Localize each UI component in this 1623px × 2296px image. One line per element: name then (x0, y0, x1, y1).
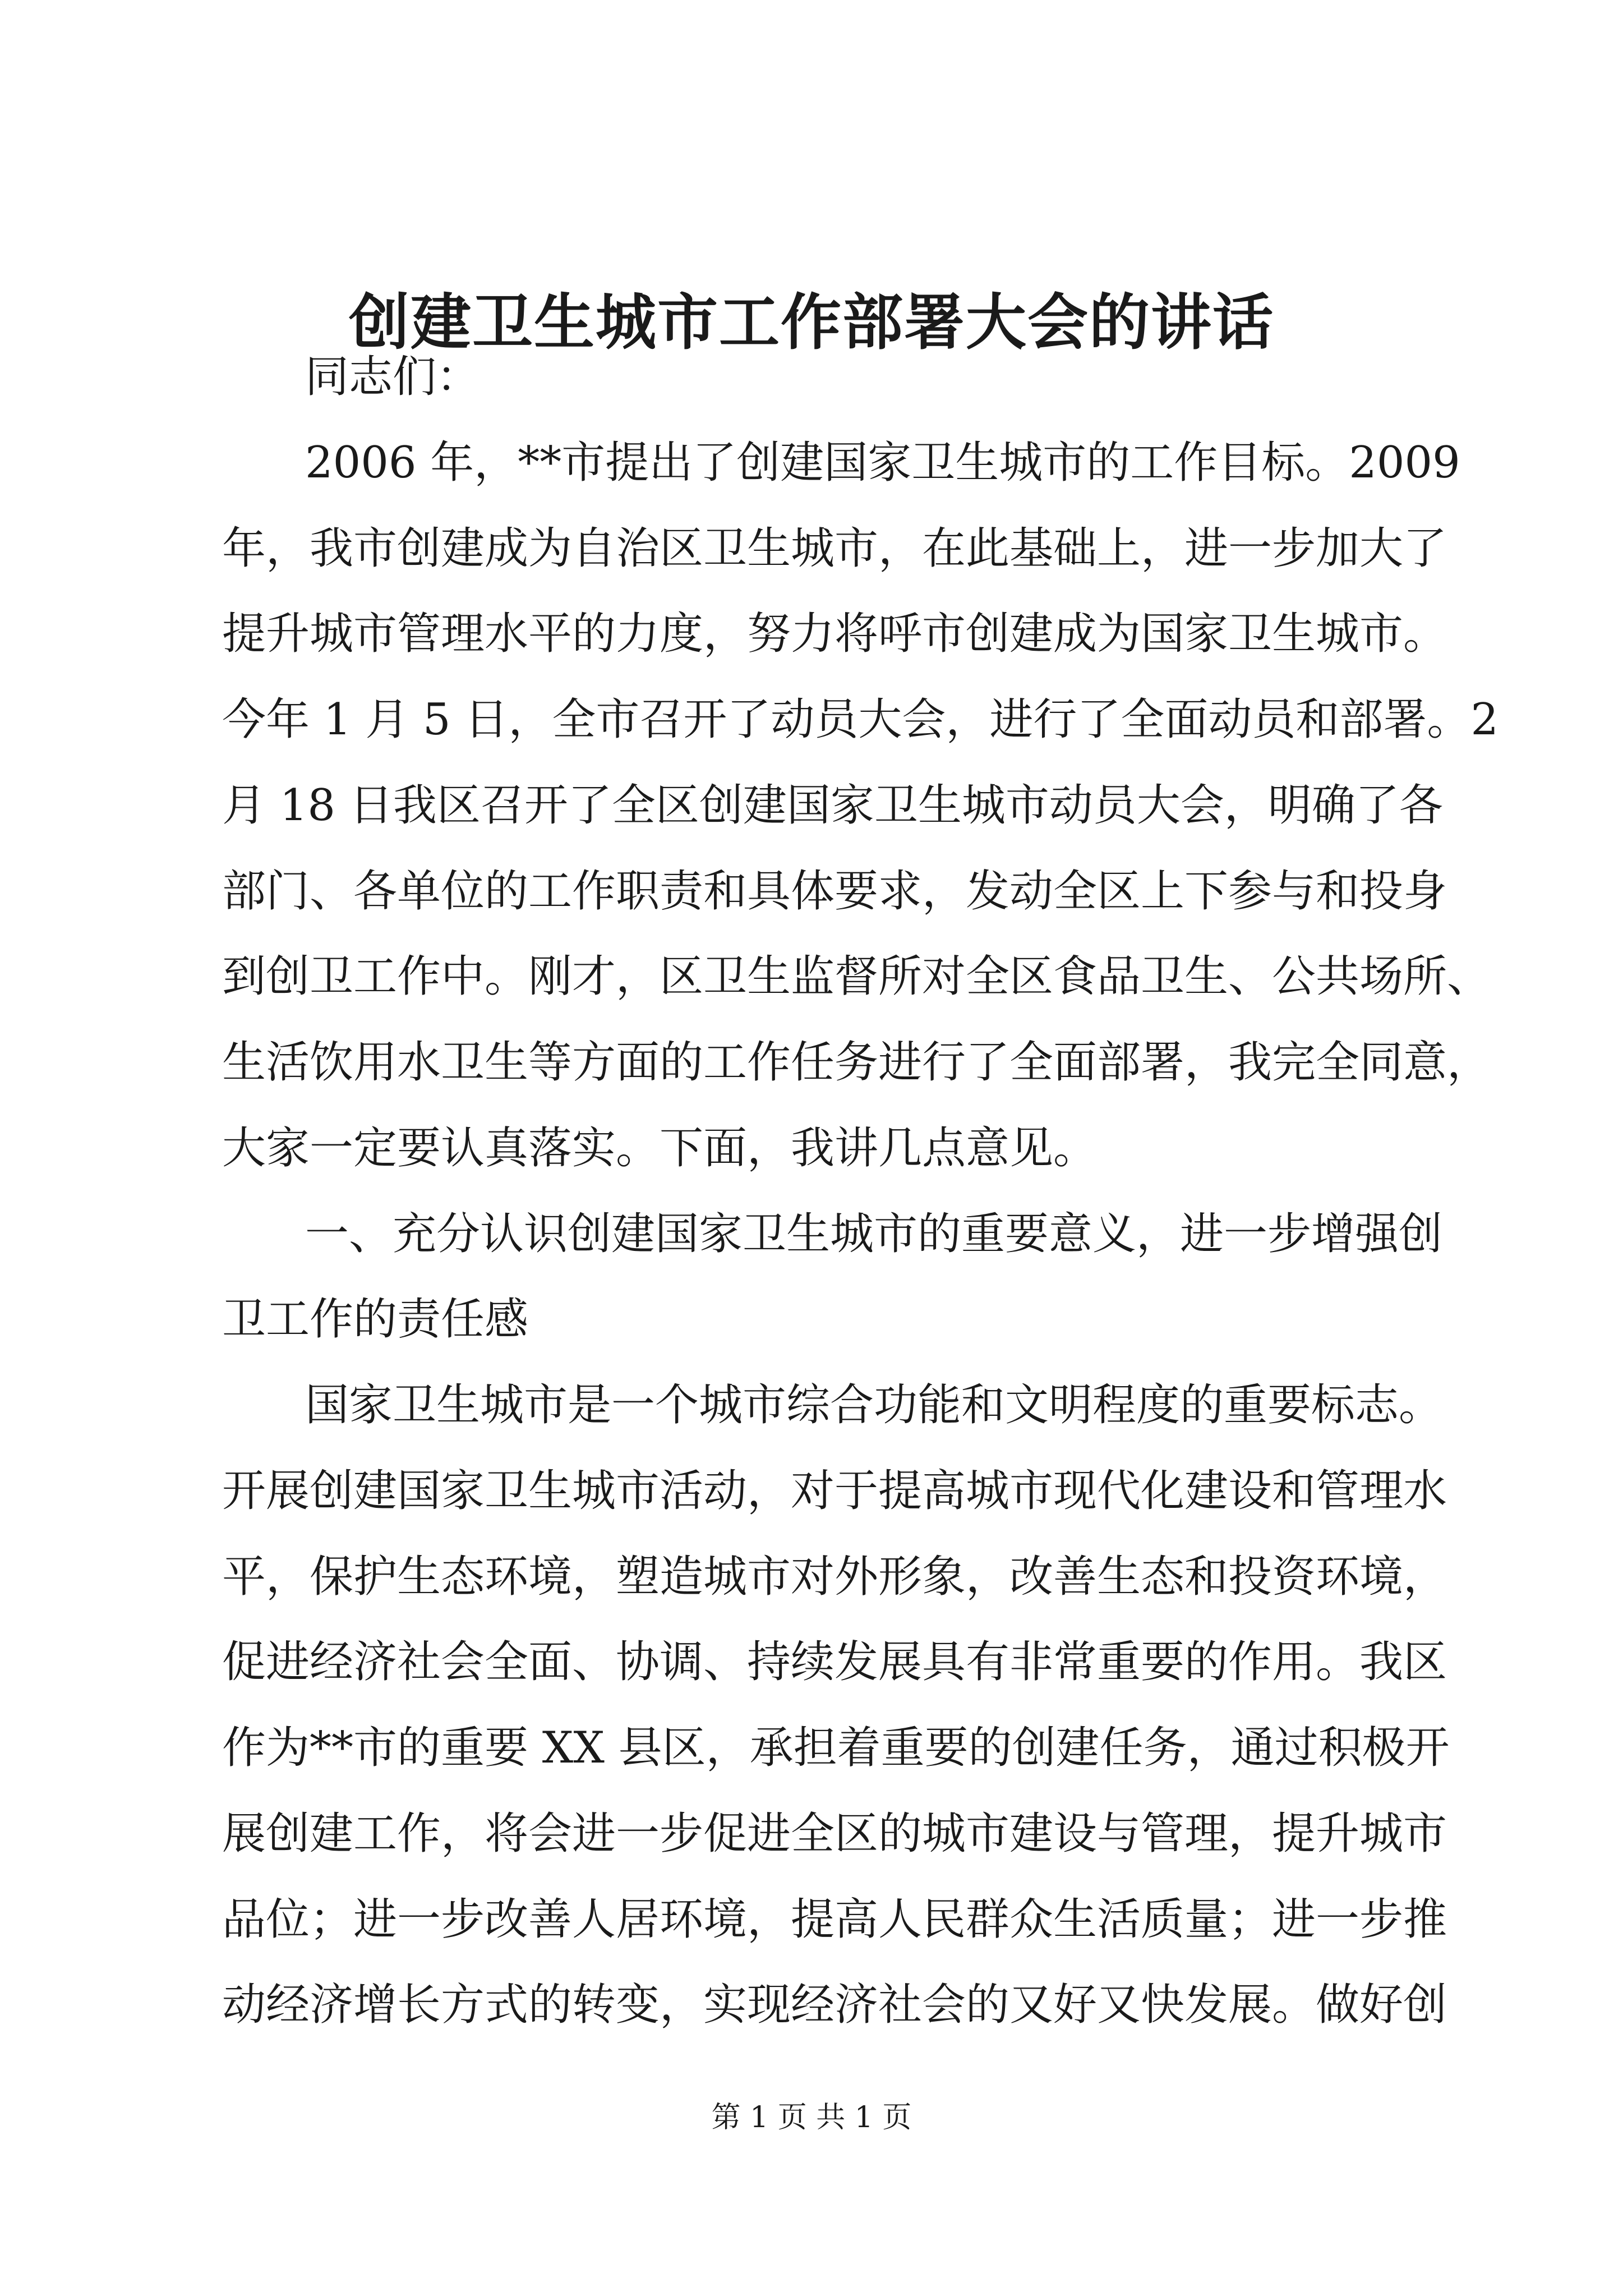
paragraph-1-line-9: 大家一定要认真落实。下面，我讲几点意见。 (222, 1123, 1098, 1174)
paragraph-2-line-5: 作为**市的重要 XX 县区，承担着重要的创建任务，通过积极开 (222, 1723, 1450, 1773)
section-heading-1-line-2: 卫工作的责任感 (222, 1294, 529, 1345)
paragraph-1-line-7: 到创卫工作中。刚才，区卫生监督所对全区食品卫生、公共场所、 (222, 951, 1491, 1002)
section-heading-1-line-1: 一、充分认识创建国家卫生城市的重要意义，进一步增强创 (305, 1209, 1443, 1259)
paragraph-1-line-4: 今年 1 月 5 日，全市召开了动员大会，进行了全面动员和部署。2 (222, 694, 1499, 745)
document-title: 创建卫生城市工作部署大会的讲话 (348, 287, 1274, 358)
paragraph-2-line-6: 展创建工作，将会进一步促进全区的城市建设与管理，提升城市 (222, 1809, 1447, 1859)
paragraph-1-line-6: 部门、各单位的工作职责和具体要求，发动全区上下参与和投身 (222, 866, 1447, 917)
paragraph-2-line-3: 平，保护生态环境，塑造城市对外形象，改善生态和投资环境， (222, 1552, 1447, 1602)
paragraph-2-line-8: 动经济增长方式的转变，实现经济社会的又好又快发展。做好创 (222, 1980, 1447, 2030)
paragraph-1-line-8: 生活饮用水卫生等方面的工作任务进行了全面部署，我完全同意， (222, 1037, 1491, 1088)
paragraph-1-line-3: 提升城市管理水平的力度，努力将呼市创建成为国家卫生城市。 (222, 609, 1447, 659)
paragraph-1-line-1: 2006 年，**市提出了创建国家卫生城市的工作目标。2009 (305, 438, 1460, 488)
paragraph-1-line-2: 年，我市创建成为自治区卫生城市，在此基础上，进一步加大了 (222, 523, 1447, 574)
paragraph-2-line-1: 国家卫生城市是一个城市综合功能和文明程度的重要标志。 (305, 1380, 1443, 1430)
greeting: 同志们： (305, 352, 481, 402)
paragraph-2-line-7: 品位；进一步改善人居环境，提高人民群众生活质量；进一步推 (222, 1894, 1447, 1945)
page-number-footer: 第 1 页 共 1 页 (711, 2101, 912, 2134)
paragraph-1-line-5: 月 18 日我区召开了全区创建国家卫生城市动员大会，明确了各 (222, 780, 1443, 831)
paragraph-2-line-4: 促进经济社会全面、协调、持续发展具有非常重要的作用。我区 (222, 1637, 1447, 1687)
paragraph-2-line-2: 开展创建国家卫生城市活动，对于提高城市现代化建设和管理水 (222, 1466, 1447, 1516)
